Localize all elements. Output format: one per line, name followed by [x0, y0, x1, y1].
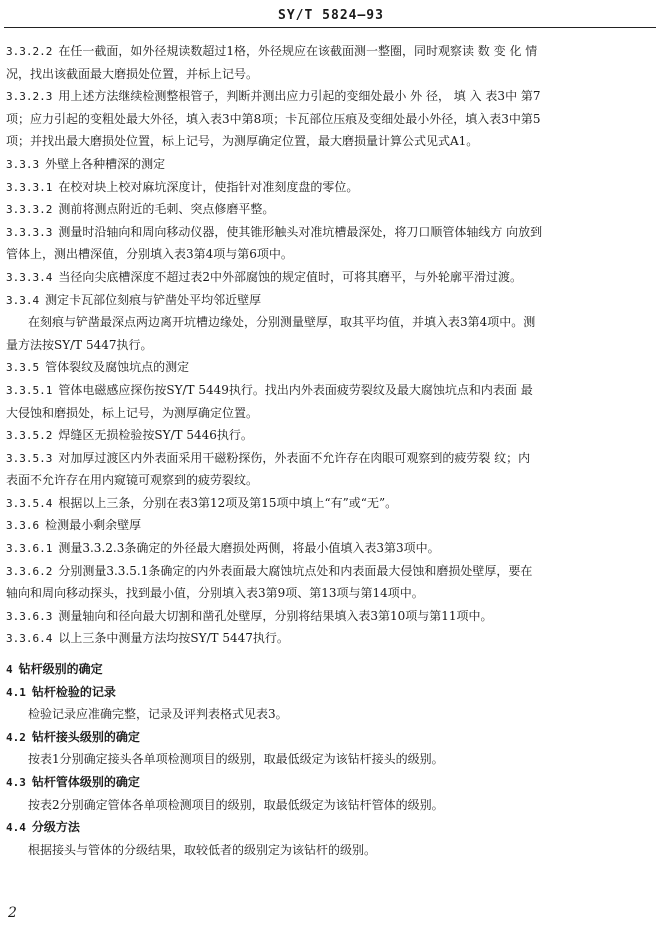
- text-line: [6, 311, 656, 334]
- text-line: [6, 537, 656, 560]
- text-line: [6, 85, 656, 108]
- clause-text: 以上三条中测量方法均按SY/T 5447执行。: [58, 631, 289, 646]
- text-line: [6, 794, 656, 817]
- text-line: [6, 176, 656, 199]
- clause-text: 表面不允许存在用内窥镜可观察到的疲劳裂纹。: [6, 473, 259, 488]
- clause-number: 4.3: [6, 776, 26, 789]
- text-line: [6, 40, 656, 63]
- clause-number: 3.3.6: [6, 519, 40, 533]
- text-line: [6, 243, 656, 266]
- text-line: [6, 605, 656, 628]
- clause-number: 3.3.6.4: [6, 632, 53, 646]
- text-line: [6, 492, 656, 515]
- clause-text: 测前将测点附近的毛刺、突点修磨平整。: [58, 202, 275, 217]
- text-line: [6, 221, 656, 244]
- clause-number: 4.2: [6, 730, 26, 744]
- clause-text: 项；并找出最大磨损处位置，标上记号，为测厚确定位置，最大磨损量计算公式见式A1。: [6, 134, 479, 149]
- clause-text: 轴向和周向移动探头，找到最小值，分别填入表3第9项、第13项与第14项中。: [6, 586, 424, 601]
- clause-number: 3.3.6.3: [6, 609, 53, 623]
- text-line: [6, 356, 656, 379]
- clause-number: 3.3.5.3: [6, 451, 53, 465]
- text-line: [6, 771, 656, 794]
- clause-number: 3.3.2.3: [6, 90, 53, 104]
- clause-number: 3.3.4: [6, 293, 40, 307]
- clause-number: 3.3.3: [6, 157, 40, 171]
- clause-text: 测量轴向和径向最大切割和凿孔处壁厚，分别将结果填入表3第10项与第11项中。: [58, 608, 493, 623]
- clause-number: 3.3.3.4: [6, 270, 53, 284]
- text-line: [6, 289, 656, 312]
- text-line: [6, 130, 656, 153]
- clause-text: 管体上，测出槽深值，分别填入表3第4项与第6项中。: [6, 247, 293, 262]
- clause-text: 项；应力引起的变粗处最大外径，填入表3中第8项；卡瓦部位压痕及变细处最小外径，填入表3中第5: [6, 111, 541, 126]
- text-line: [6, 748, 656, 771]
- clause-number: 3.3.3.3: [6, 225, 53, 239]
- clause-text: 当径向尖底槽深度不超过表2中外部腐蚀的规定值时，可将其磨平，与外轮廓平滑过渡。: [58, 269, 522, 284]
- clause-number: 4.4: [6, 821, 26, 835]
- clause-number: 3.3.5.1: [6, 383, 53, 397]
- text-line: [6, 198, 656, 221]
- text-line: [6, 63, 656, 86]
- text-line: [6, 447, 656, 470]
- clause-text: 钻杆检验的记录: [31, 684, 116, 699]
- text-line: [6, 514, 656, 537]
- clause-text: 按表1分别确定接头各单项检测项目的级别，取最低级定为该钻杆接头的级别。: [28, 752, 444, 767]
- document-body: [6, 40, 656, 861]
- text-line: [6, 681, 656, 704]
- text-line: [6, 582, 656, 605]
- clause-number: 3.3.3.1: [6, 180, 53, 194]
- text-line: [6, 839, 656, 862]
- clause-text: 外壁上各种槽深的测定: [45, 156, 166, 171]
- text-line: [6, 726, 656, 749]
- clause-number: 3.3.6.2: [6, 564, 53, 578]
- text-line: [6, 424, 656, 447]
- text-line: [6, 108, 656, 131]
- clause-text: 根据接头与管体的分级结果，取较低者的级别定为该钻杆的级别。: [28, 842, 377, 857]
- text-line: [6, 469, 656, 492]
- text-line: [6, 560, 656, 583]
- clause-text: 量方法按SY/T 5447执行。: [6, 337, 153, 352]
- clause-text: 钻杆接头级别的确定: [31, 729, 140, 744]
- clause-text: 焊缝区无损检验按SY/T 5446执行。: [58, 428, 253, 443]
- clause-number: 3.3.2.2: [6, 45, 53, 58]
- text-line: [6, 816, 656, 839]
- text-line: [6, 402, 656, 425]
- clause-number: 3.3.5.4: [6, 496, 53, 510]
- clause-number: 3.3.6.1: [6, 542, 53, 556]
- clause-number: 3.3.5.2: [6, 429, 53, 443]
- clause-text: 钻杆管体级别的确定: [31, 775, 140, 789]
- text-line: [6, 627, 656, 650]
- clause-text: 在刻痕与铲凿最深点两边离开坑槽边缘处，分别测量壁厚，取其平均值，并填入表3第4项中。测: [28, 315, 536, 330]
- clause-text: 按表2分别确定管体各单项检测项目的级别，取最低级定为该钻杆管体的级别。: [28, 797, 444, 812]
- clause-text: 用上述方法继续检测整根管子，判断并测出应力引起的变细处最小 外 径， 填 入 表3中 第7: [58, 89, 541, 104]
- text-line: [6, 379, 656, 402]
- clause-text: 测量时沿轴向和周向移动仪器，使其锥形触头对准坑槽最深处，将刀口顺管体轴线方 向放到: [58, 224, 543, 239]
- clause-number: 4.1: [6, 685, 26, 699]
- page-number: 2: [8, 905, 17, 921]
- clause-text: 况，找出该截面最大磨损处位置，并标上记号。: [6, 66, 259, 81]
- text-line: [6, 334, 656, 357]
- clause-text: 在任一截面，如外径規读数超过1格，外径规应在该截面测一整圈，同时观察读 数 变 化 情: [58, 44, 538, 58]
- clause-text: 根据以上三条，分别在表3第12项及第15项中填上“有”或“无”。: [58, 495, 398, 510]
- text-line: [6, 658, 656, 681]
- text-line: [6, 153, 656, 176]
- clause-text: 测量3.3.2.3条确定的外径最大磨损处两侧，将最小值填入表3第3项中。: [58, 541, 440, 556]
- clause-text: 分别测量3.3.5.1条确定的内外表面最大腐蚀坑点处和内表面最大侵蚀和磨损处壁厚，要在: [58, 563, 533, 578]
- text-line: [6, 266, 656, 289]
- clause-text: 大侵蚀和磨损处，标上记号，为测厚确定位置。: [6, 405, 259, 420]
- clause-text: 对加厚过渡区内外表面采用干磁粉探伤，外表面不允许存在肉眼可观察到的疲劳裂 纹；内: [58, 450, 531, 465]
- clause-text: 钻杆级别的确定: [18, 662, 103, 677]
- clause-number: 3.3.3.2: [6, 203, 53, 217]
- clause-text: 检验记录应准确完整，记录及评判表格式见表3。: [28, 707, 288, 722]
- header-rule: [4, 27, 656, 28]
- clause-text: 检测最小剩余壁厚: [45, 518, 142, 533]
- clause-text: 管体裂纹及腐蚀坑点的测定: [45, 360, 190, 375]
- text-line: [6, 703, 656, 726]
- clause-text: 管体电磁感应探伤按SY/T 5449执行。找出内外表面疲劳裂纹及最大腐蚀坑点和内表面 最: [58, 382, 533, 397]
- clause-text: 分级方法: [31, 820, 80, 835]
- clause-number: 4: [6, 663, 13, 677]
- clause-text: 在校对块上校对麻坑深度计，使指针对准刻度盘的零位。: [58, 179, 359, 194]
- clause-number: 3.3.5: [6, 361, 40, 375]
- clause-text: 测定卡瓦部位刻痕与铲凿处平均邻近壁厚: [45, 292, 262, 307]
- page-header: SY/T 5824—93: [278, 8, 384, 23]
